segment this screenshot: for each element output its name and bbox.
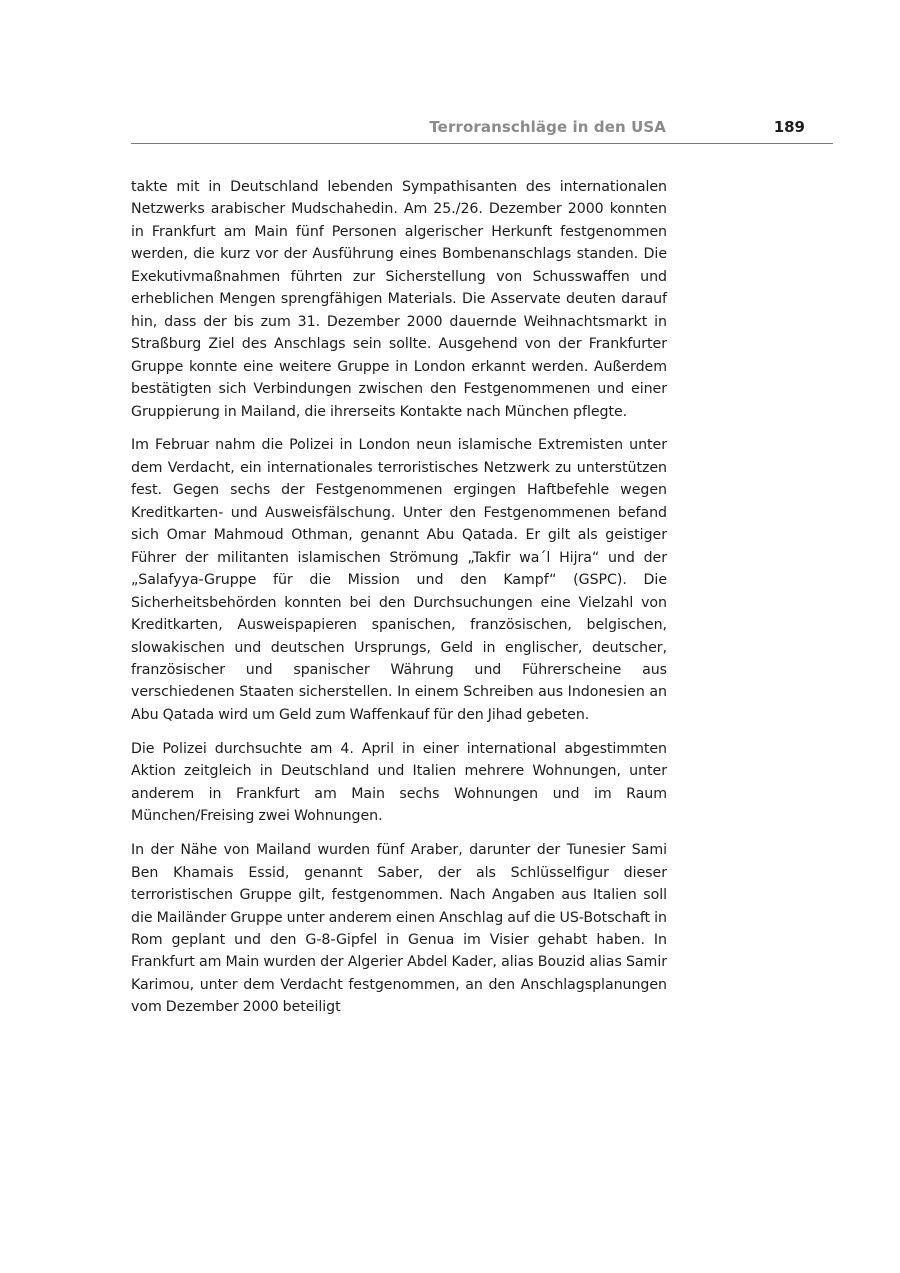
paragraph-4: In der Nähe von Mailand wurden fünf Araber, darunter der Tunesier Sami Ben Khamais Essid, genannt Saber, der als Schlüsselfigur dieser terroristischen Gruppe gilt, festgenommen. Nach Angaben aus Italien soll die Mailänder Gruppe unter anderem einen Anschlag auf die US-Botschaft in Rom geplant und den G-8-Gipfel in Genua im Visier gehabt haben. In Frankfurt am Main wurden der Algerier Abdel Kader, alias Bouzid alias Samir Karimou, unter dem Verdacht festgenommen, an den Anschlagsplanungen vom Dezember 2000 beteiligt [131,842,667,1016]
running-header [131,116,833,144]
body-text [131,176,667,1030]
page-number: 189 [773,118,805,136]
paragraph-1: takte mit in Deutschland lebenden Sympathisanten des internationalen Netzwerks arabischer Mudschahedin. Am 25./26. Dezember 2000 konnten in Frankfurt am Main fünf Personen algerischer Herkunft festgenommen werden, die kurz vor der Ausführung eines Bombenanschlags standen. Die Exekutivmaßnahmen führten zur Sicherstellung von Schusswaffen und erheblichen Mengen sprengfähigen Materials. Die Asservate deuten darauf hin, dass der bis zum 31. Dezember 2000 dauernde Weihnachtsmarkt in Straßburg Ziel des Anschlags sein sollte. Ausgehend von der Frankfurter Gruppe konnte eine weitere Gruppe in London erkannt werden. Außerdem bestätigten sich Verbindungen zwischen den Festgenommenen und einer Gruppierung in Mailand, die ihrerseits Kontakte nach München pflegte. [131,179,667,420]
paragraph-3: Die Polizei durchsuchte am 4. April in einer international abgestimmten Aktion zeitgleich in Deutschland und Italien mehrere Wohnungen, unter anderem in Frankfurt am Main sechs Wohnungen und im Raum München/Freising zwei Wohnungen. [131,740,667,825]
header-title: Terroranschläge in den USA [429,118,666,136]
paragraph-2: Im Februar nahm die Polizei in London neun islamische Extremisten unter dem Verdacht, ein internationales terroristisches Netzwerk zu unterstützen fest. Gegen sechs der Festgenommenen ergingen Haftbefehle wegen Kreditkarten- und Ausweisfälschung. Unter den Festgenommenen befand sich Omar Mahmoud Othman, genannt Abu Qatada. Er gilt als geistiger Führer der militanten islamischen Strömung „Takfir wa´l Hijra“ und der „Salafyya-Gruppe für die Mission und den Kampf“ (GSPC). Die Sicherheitsbehörden konnten bei den Durchsuchungen eine Vielzahl von Kreditkarten, Ausweispapieren spanischen, französischen, belgischen, slowakischen und deutschen Ursprungs, Geld in englischer, deutscher, französischer und spanischer Währung und Führerscheine aus verschiedenen Staaten sicherstellen. In einem Schreiben aus Indonesien an Abu Qatada wird um Geld zum Waffenkauf für den Jihad gebeten. [131,437,667,723]
